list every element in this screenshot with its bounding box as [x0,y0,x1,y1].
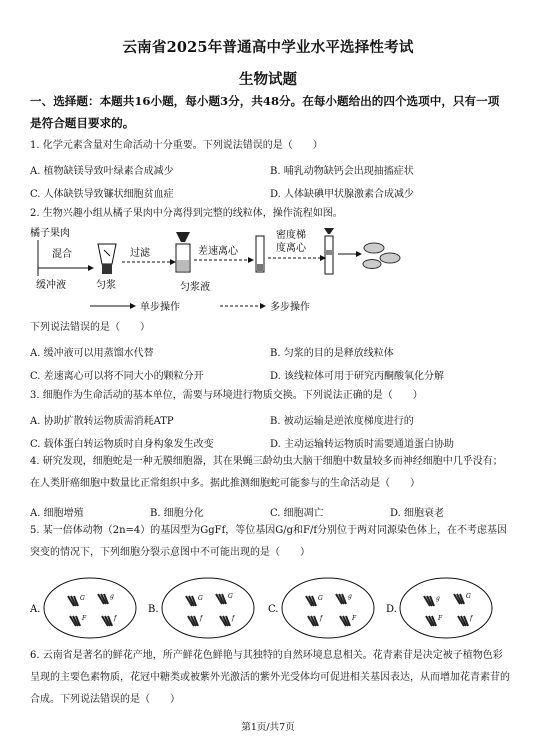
legend-single-step: 单步操作 [140,302,180,313]
label-density-2: 度离心 [276,243,306,254]
gene-label: F [352,615,357,622]
gene-label: f [320,615,323,622]
chromosome [426,616,436,626]
gene-label: G [80,595,85,602]
chromosome [454,594,464,604]
cell-outline [400,578,492,638]
label-homogenate: 匀浆 [96,280,116,291]
gene-label: g [436,595,440,602]
chromosome [186,596,196,606]
gene-label: G [228,593,233,600]
filter-funnel-icon [176,232,190,272]
exam-title: 云南省2025年普通高中学业水平选择性考试 [122,39,414,56]
gene-label: F [82,615,87,622]
cell-outline [44,578,136,638]
label-homogenate-liquid: 匀浆液 [180,282,210,293]
chromosome [306,596,316,606]
q2-option-b: B. 匀浆的目的是释放线粒体 [270,348,394,359]
chromosome [424,596,434,606]
chromosome [220,616,230,626]
gene-label: g [110,593,114,600]
gene-label: G [198,595,203,602]
gene-label: f [232,615,235,622]
exam-subtitle: 生物试题 [239,71,297,88]
gene-label: g [348,593,352,600]
mitochondria-flow-diagram [30,224,410,316]
q2-stem: 2. 生物兴趣小组从橘子果肉中分离得到完整的线粒体，操作流程如图。 [30,208,343,219]
chromosome [188,616,198,626]
q4-option-c: C. 细胞凋亡 [270,508,324,519]
q3-option-d: D. 主动运输转运物质时需要通道蛋白协助 [270,439,455,450]
blender-icon [98,244,116,274]
gene-label: G [466,593,471,600]
q1-option-d: D. 人体缺碘甲状腺激素合成减少 [270,189,415,200]
chromosome [68,596,78,606]
gene-label: f [470,615,473,622]
figure-label-c: C. [268,604,279,615]
q5-stem: 5. 某一倍体动物（2n=4）的基因型为GgFf，等位基因G/g和F/f分别位于两对同源染色体上，在不考虑基因突变的情况下，下列细胞分裂示意图中不可能出现的是（ ） [30,525,508,558]
figure-label-d: D. [386,604,397,615]
figure-label-b: B. [148,604,159,615]
cell-division-figures [30,572,510,644]
page-footer: 第1页/共7页 [241,722,295,733]
chromosome [216,594,226,604]
chromosome [340,616,350,626]
chromosome [98,594,108,604]
gene-label: f [200,615,203,622]
q1-option-a: A. 植物缺镁导致叶绿素合成减少 [30,166,174,177]
section-heading: 一、选择题：本题共16小题，每小题3分，共48分。在每小题给出的四个选项中，只有一项是符合题目要求的。 [30,94,500,130]
label-density-1: 密度梯 [276,230,306,241]
tube-icon-1 [256,236,264,272]
q2-option-d: D. 该线粒体可用于研究丙酮酸氧化分解 [270,371,445,382]
gene-label: G [318,595,323,602]
label-mix: 混合 [52,249,72,260]
gene-label: F [438,615,443,622]
q2-lead: 下列说法错误的是（ ） [30,322,150,333]
q3-option-a: A. 协助扩散转运物质需消耗ATP [30,416,174,427]
q4-stem: 4. 研究发现，细胞蛇是一种无膜细胞器，其在果蝇三龄幼虫大脑干细胞中数量较多而神经细胞中几乎没有；在人类肝癌细胞中数量比正常组织中多。据此推测细胞蛇可能参与的生命活动是（ ） [30,456,503,489]
label-buffer: 缓冲液 [36,280,66,291]
q1-option-b: B. 哺乳动物缺钙会出现抽搐症状 [270,166,414,177]
q1-option-c: C. 人体缺铁导致镰状细胞贫血症 [30,189,174,200]
q3-option-c: C. 载体蛋白转运物质时自身构象发生改变 [30,439,214,450]
label-diff-centrifuge: 差速离心 [198,246,238,257]
tube-icon-2 [324,228,334,274]
mitochondria-icon [363,243,400,269]
q1-stem: 1. 化学元素含量对生命活动十分重要。下列说法错误的是（ ） [30,140,323,151]
q4-option-b: B. 细胞分化 [150,508,204,519]
chromosome [336,594,346,604]
q2-option-a: A. 缓冲液可以用蒸馏水代替 [30,348,154,359]
chromosome [102,616,112,626]
q4-option-a: A. 细胞增殖 [30,508,84,519]
label-filter: 过滤 [130,248,150,259]
q3-stem: 3. 细胞作为生命活动的基本单位，需要与环境进行物质交换。下列说法正确的是（ ） [30,390,423,401]
chromosome [458,616,468,626]
chromosome [70,616,80,626]
gene-label: f [114,615,117,622]
q2-option-c: C. 差速离心可以将不同大小的颗粒分开 [30,371,204,382]
label-fruit: 橘子果肉 [30,228,70,239]
legend-multi-step: 多步操作 [270,302,310,313]
q6-stem: 6. 云南省是著名的鲜花产地，所产鲜花色鲜艳与其独特的自然环境息息相关。花青素苷是决定被子植物色彩呈现的主要色素物质，花冠中糖类或被紫外光激活的紫外光受体均可促进相关基因表达，从而增加花青素苷的合成。下列说法错误的是（ ） [30,650,510,705]
figure-label-a: A. [30,604,41,615]
q3-option-b: B. 被动运输是逆浓度梯度进行的 [270,416,414,427]
chromosome [308,616,318,626]
cell-outline [162,578,254,638]
q4-option-d: D. 细胞衰老 [390,508,445,519]
cell-outline [282,578,374,638]
